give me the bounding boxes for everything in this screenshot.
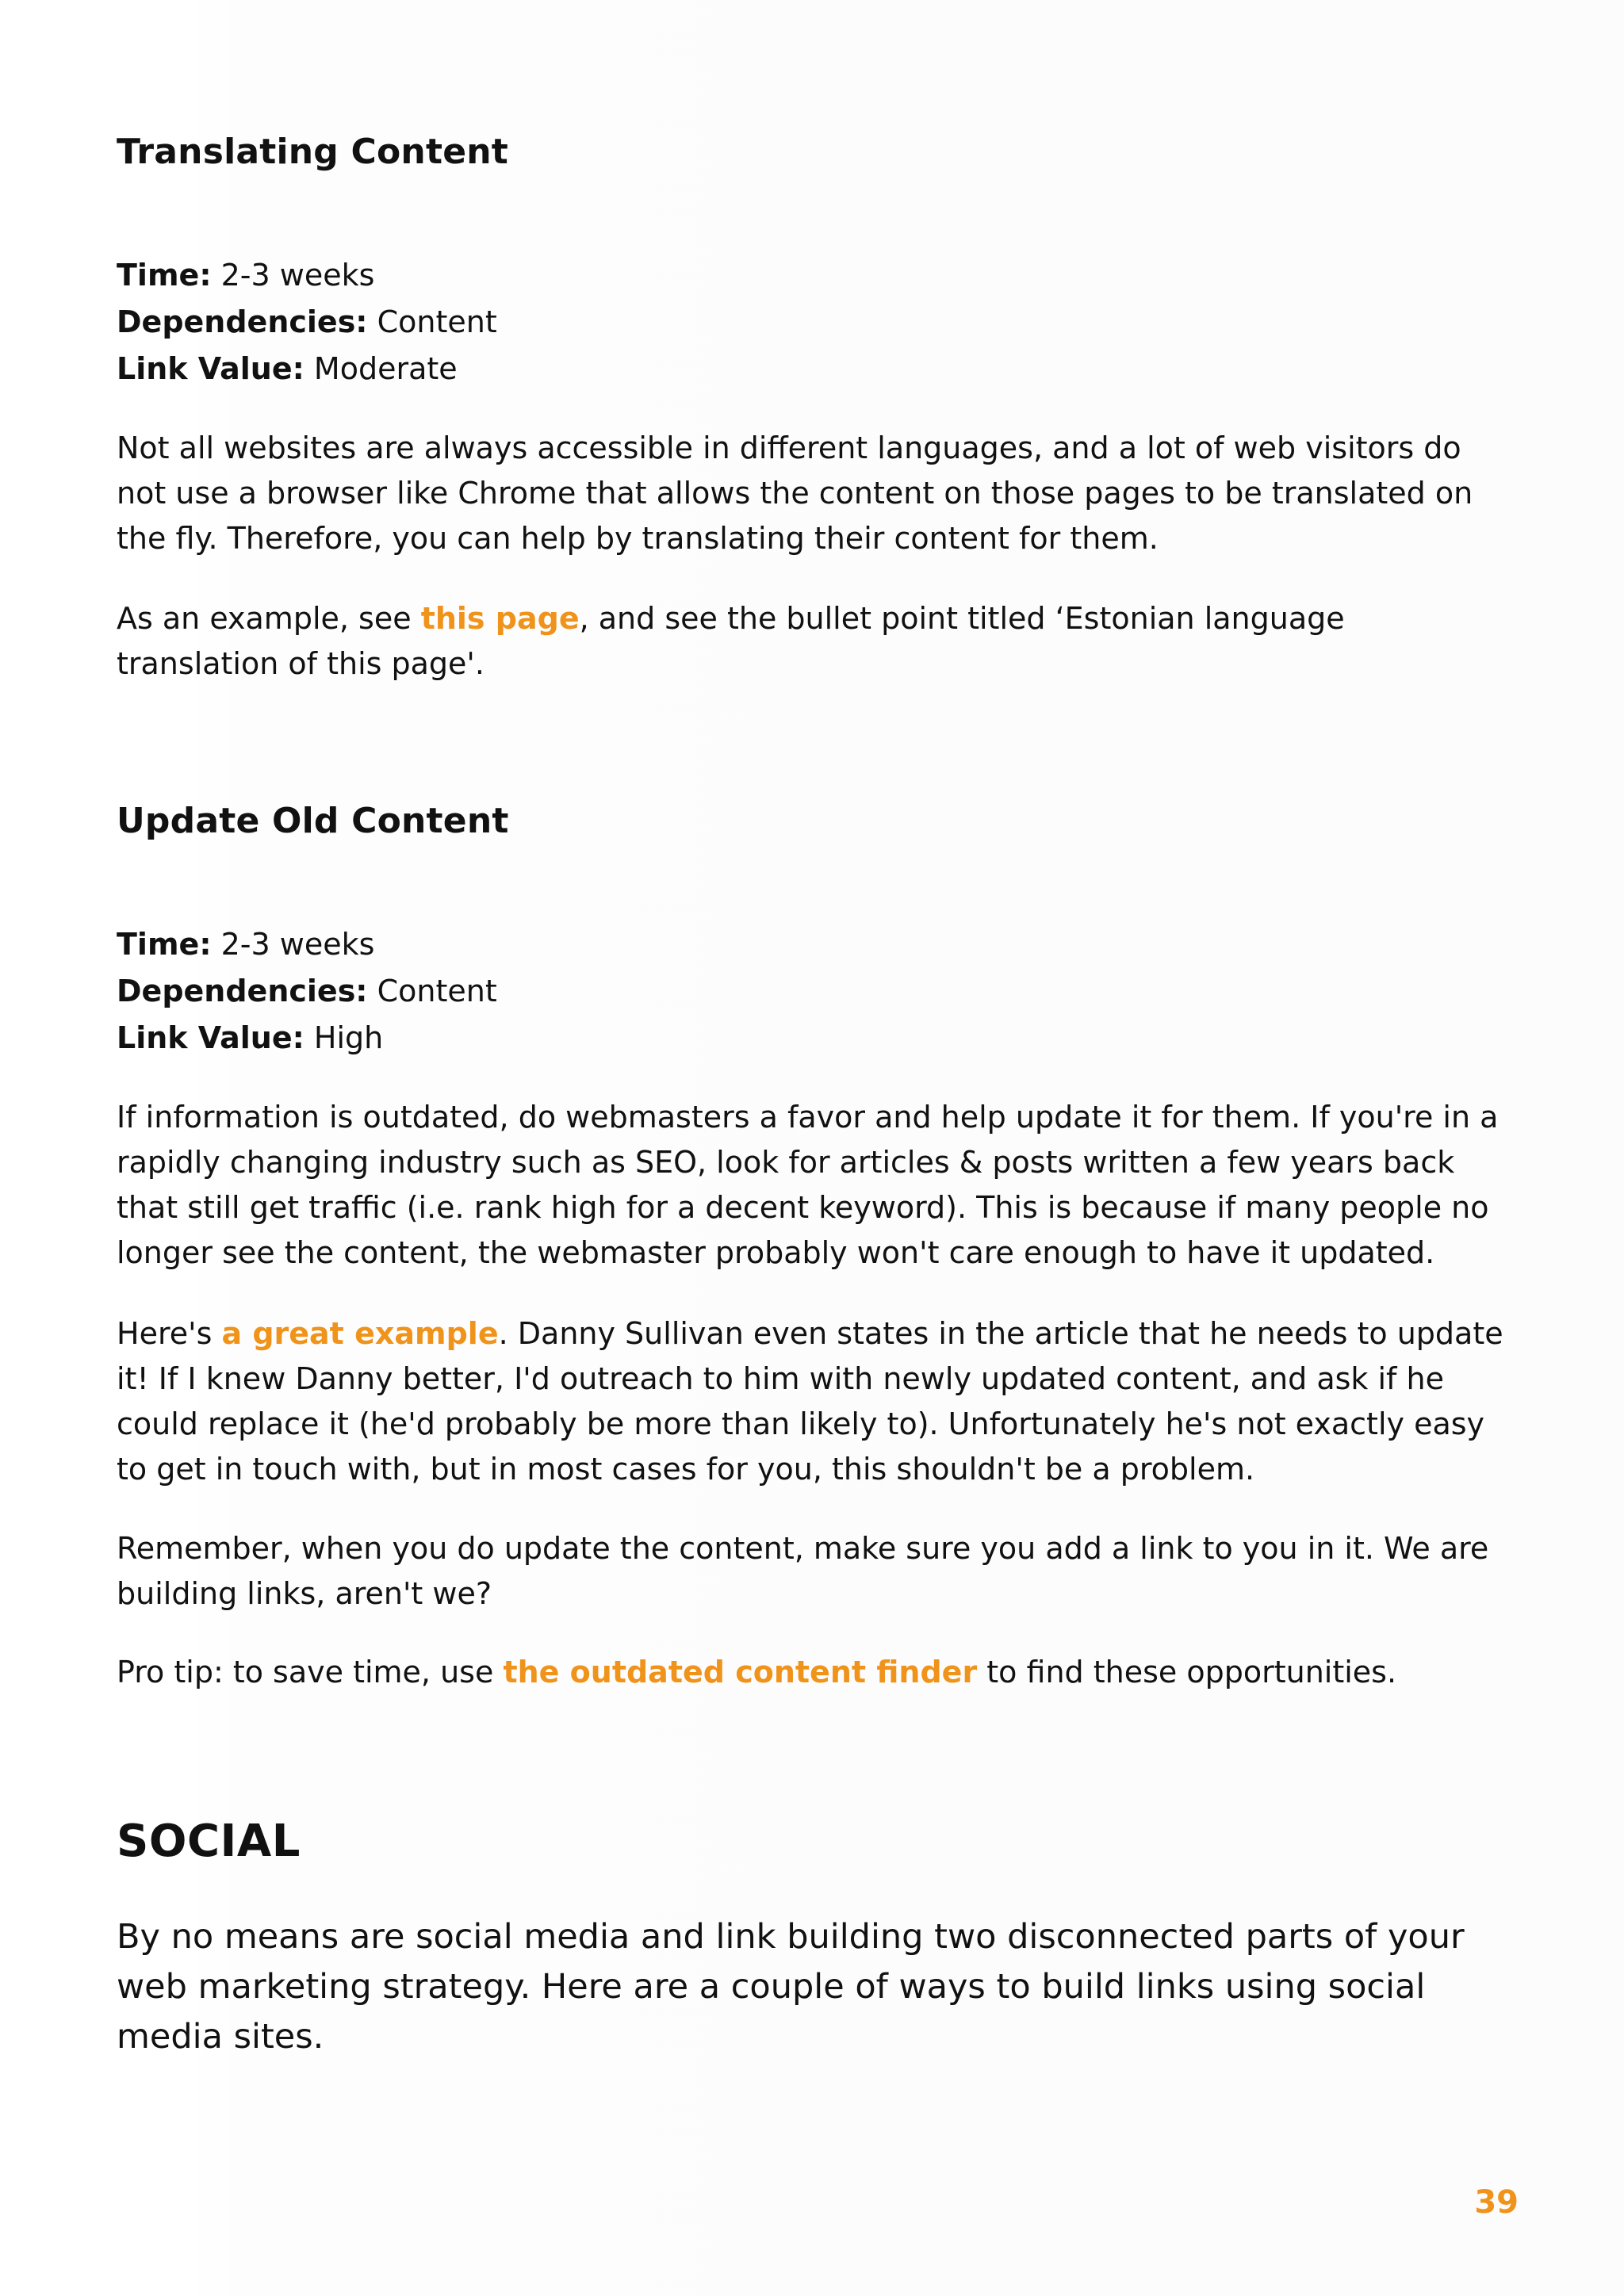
time-value: 2-3 weeks — [211, 927, 375, 962]
dependencies-value: Content — [367, 974, 497, 1008]
time-line — [117, 921, 1512, 968]
link-value-label: Link Value: — [117, 351, 304, 386]
paragraph — [117, 596, 1512, 687]
paragraph: If information is outdated, do webmasters a favor and help update it for them. If you're in a rapidly changing industry such as SEO, look for articles & posts written a few years back that still get traffic (i.e. rank high for a decent keyword). This is because if many people no longer see the content, the webmaster probably won't care enough to have it updated. — [117, 1100, 1499, 1270]
link-value-label: Link Value: — [117, 1020, 304, 1055]
update-body — [117, 1095, 1512, 1276]
update-reminder — [117, 1526, 1512, 1617]
dependencies-line — [117, 299, 1512, 346]
text-run: to find these opportunities. — [977, 1655, 1397, 1689]
time-value: 2-3 weeks — [211, 258, 375, 293]
social-heading-block — [117, 1813, 1512, 1870]
social-intro: By no means are social media and link building two disconnected parts of your web marketing strategy. Here are a couple of ways to build links using social media sites. — [117, 1917, 1465, 2057]
translating-heading-block — [117, 128, 1512, 176]
time-label: Time: — [117, 258, 212, 293]
dependencies-line — [117, 968, 1512, 1015]
translating-body — [117, 426, 1512, 561]
dependencies-value: Content — [367, 304, 497, 339]
paragraph: Not all websites are always accessible in different languages, and a lot of web visitors do not use a browser like Chrome that allows the content on those pages to be translated on the fly. Therefore, you can help by translating their content for them. — [117, 430, 1473, 556]
outdated-content-finder-link[interactable]: the outdated content finder — [503, 1655, 978, 1689]
this-page-link[interactable]: this page — [420, 601, 580, 636]
page-number: 39 — [1474, 2184, 1519, 2221]
time-line — [117, 252, 1512, 299]
translating-meta — [117, 252, 1512, 392]
time-label: Time: — [117, 927, 212, 962]
section-heading-update: Update Old Content — [117, 801, 509, 841]
dependencies-label: Dependencies: — [117, 974, 368, 1008]
great-example-link[interactable]: a great example — [221, 1316, 499, 1351]
update-pro-tip — [117, 1650, 1512, 1695]
text-run: . Danny Sullivan even states in the article that he needs to update it! If I knew Danny better, I'd outreach to him with newly updated content, and ask if he could replace it (he'd probably be more than likely to). Unfortunately he's not exactly easy to get in touch with, but in most cases for you, this shouldn't be a problem. — [117, 1316, 1503, 1487]
update-meta — [117, 921, 1512, 1062]
update-heading-block — [117, 798, 1512, 845]
link-value-line — [117, 1015, 1512, 1062]
section-heading-translating: Translating Content — [117, 132, 508, 172]
social-intro-block — [117, 1912, 1512, 2062]
paragraph: Remember, when you do update the content, make sure you add a link to you in it. We are building links, aren't we? — [117, 1531, 1489, 1611]
update-example — [117, 1311, 1512, 1492]
link-value-line — [117, 346, 1512, 392]
paragraph — [117, 1311, 1512, 1492]
text-run: Here's — [117, 1316, 222, 1351]
link-value-value: Moderate — [304, 351, 458, 386]
dependencies-label: Dependencies: — [117, 304, 368, 339]
text-run: , and see the bullet point titled ‘Estonian language translation of this page'. — [117, 601, 1345, 681]
paragraph — [117, 1650, 1512, 1695]
section-heading-social: SOCIAL — [117, 1816, 301, 1867]
link-value-value: High — [304, 1020, 384, 1055]
text-run: As an example, see — [117, 601, 421, 636]
text-run: Pro tip: to save time, use — [117, 1655, 504, 1689]
translating-example — [117, 596, 1512, 687]
